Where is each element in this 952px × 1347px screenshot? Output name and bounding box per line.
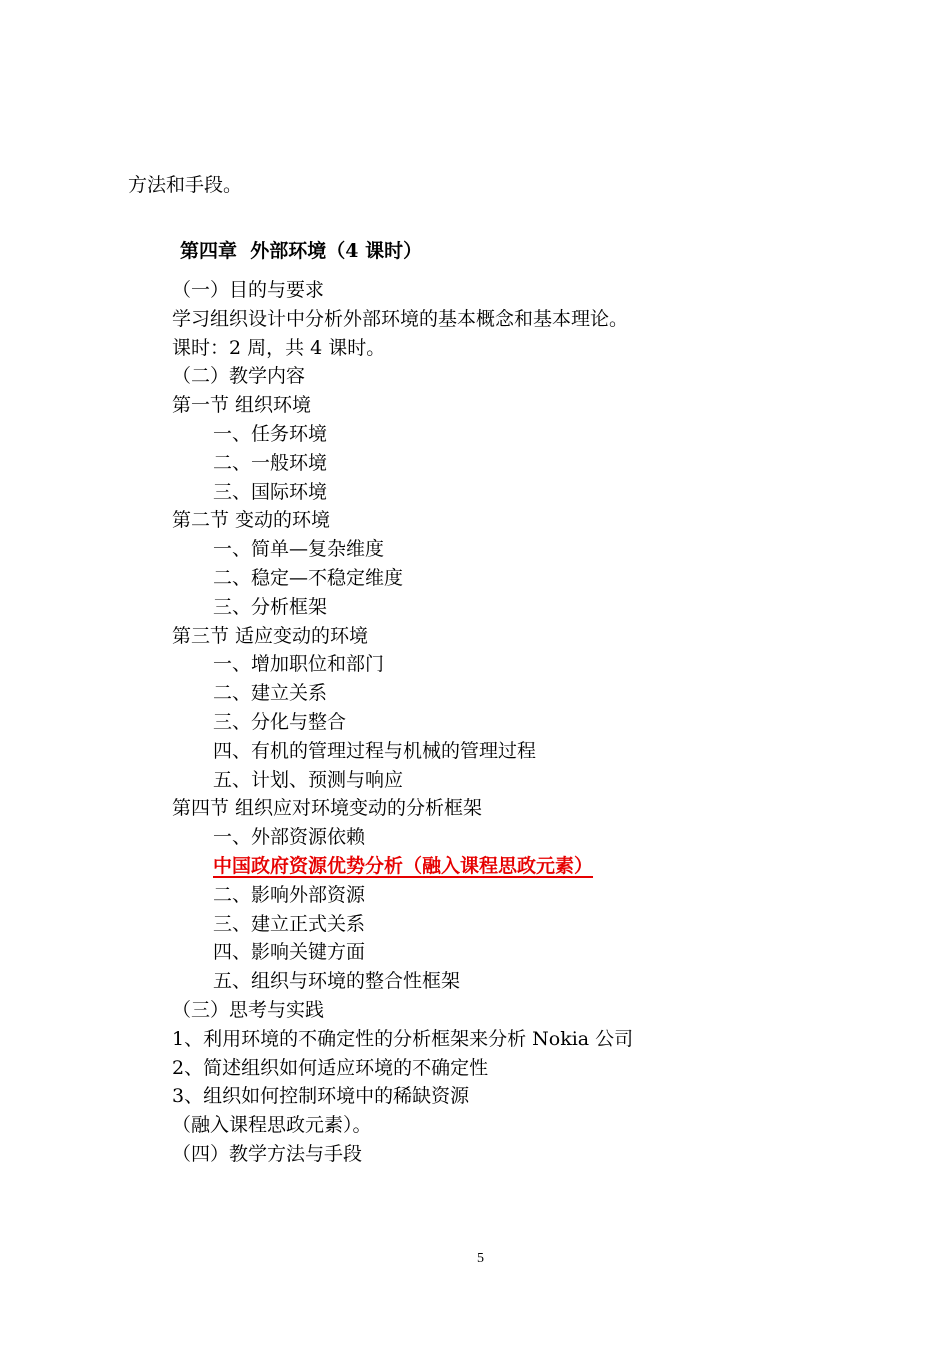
section-item: 一、简单—复杂维度 bbox=[213, 538, 385, 561]
section-item: 二、稳定—不稳定维度 bbox=[213, 566, 404, 589]
section-item: 三、建立正式关系 bbox=[213, 912, 366, 935]
section-item: 三、分析框架 bbox=[213, 595, 328, 618]
section-item: 三、国际环境 bbox=[213, 480, 328, 503]
section-item: 一、增加职位和部门 bbox=[213, 653, 385, 676]
practice-question: 2、简述组织如何适应环境的不确定性 bbox=[172, 1056, 489, 1079]
highlight-line-wrapper bbox=[0, 852, 900, 881]
section-item: 五、组织与环境的整合性框架 bbox=[213, 970, 461, 993]
ideology-highlight-text: 中国政府资源优势分析（融入课程思政元素） bbox=[213, 854, 594, 877]
objectives-hours: 课时：2 周，共 4 课时。 bbox=[172, 336, 386, 359]
section-item: 四、有机的管理过程与机械的管理过程 bbox=[213, 739, 537, 762]
content-heading: （二）教学内容 bbox=[172, 365, 306, 388]
chapter-title: 第四章 外部环境（4 课时） bbox=[180, 240, 423, 262]
section-item: 一、任务环境 bbox=[213, 422, 328, 445]
practice-heading: （三）思考与实践 bbox=[172, 998, 325, 1021]
chapter-body bbox=[0, 276, 900, 1169]
practice-question: 1、利用环境的不确定性的分析框架来分析 Nokia 公司 bbox=[172, 1027, 634, 1050]
section-item: 二、影响外部资源 bbox=[213, 883, 366, 906]
methods-heading: （四）教学方法与手段 bbox=[172, 1142, 363, 1165]
practice-note: （融入课程思政元素）。 bbox=[172, 1114, 372, 1137]
objectives-text: 学习组织设计中分析外部环境的基本概念和基本理论。 bbox=[172, 307, 629, 330]
section-item: 三、分化与整合 bbox=[213, 710, 347, 733]
section-title-4: 第四节 组织应对环境变动的分析框架 bbox=[172, 797, 483, 820]
practice-question: 3、组织如何控制环境中的稀缺资源 bbox=[172, 1085, 470, 1108]
section-title-2: 第二节 变动的环境 bbox=[172, 509, 331, 532]
section-item: 二、建立关系 bbox=[213, 682, 328, 705]
section-item: 二、一般环境 bbox=[213, 451, 328, 474]
objectives-heading: （一）目的与要求 bbox=[172, 279, 325, 301]
section-item: 一、外部资源依赖 bbox=[213, 826, 366, 849]
page-number: 5 bbox=[477, 1251, 484, 1266]
section-item: 五、计划、预测与响应 bbox=[213, 768, 404, 791]
previous-section-tail: 方法和手段。 bbox=[128, 174, 243, 196]
section-title-3: 第三节 适应变动的环境 bbox=[172, 624, 369, 647]
section-item: 四、影响关键方面 bbox=[213, 941, 366, 964]
section-title-1: 第一节 组织环境 bbox=[172, 394, 312, 417]
